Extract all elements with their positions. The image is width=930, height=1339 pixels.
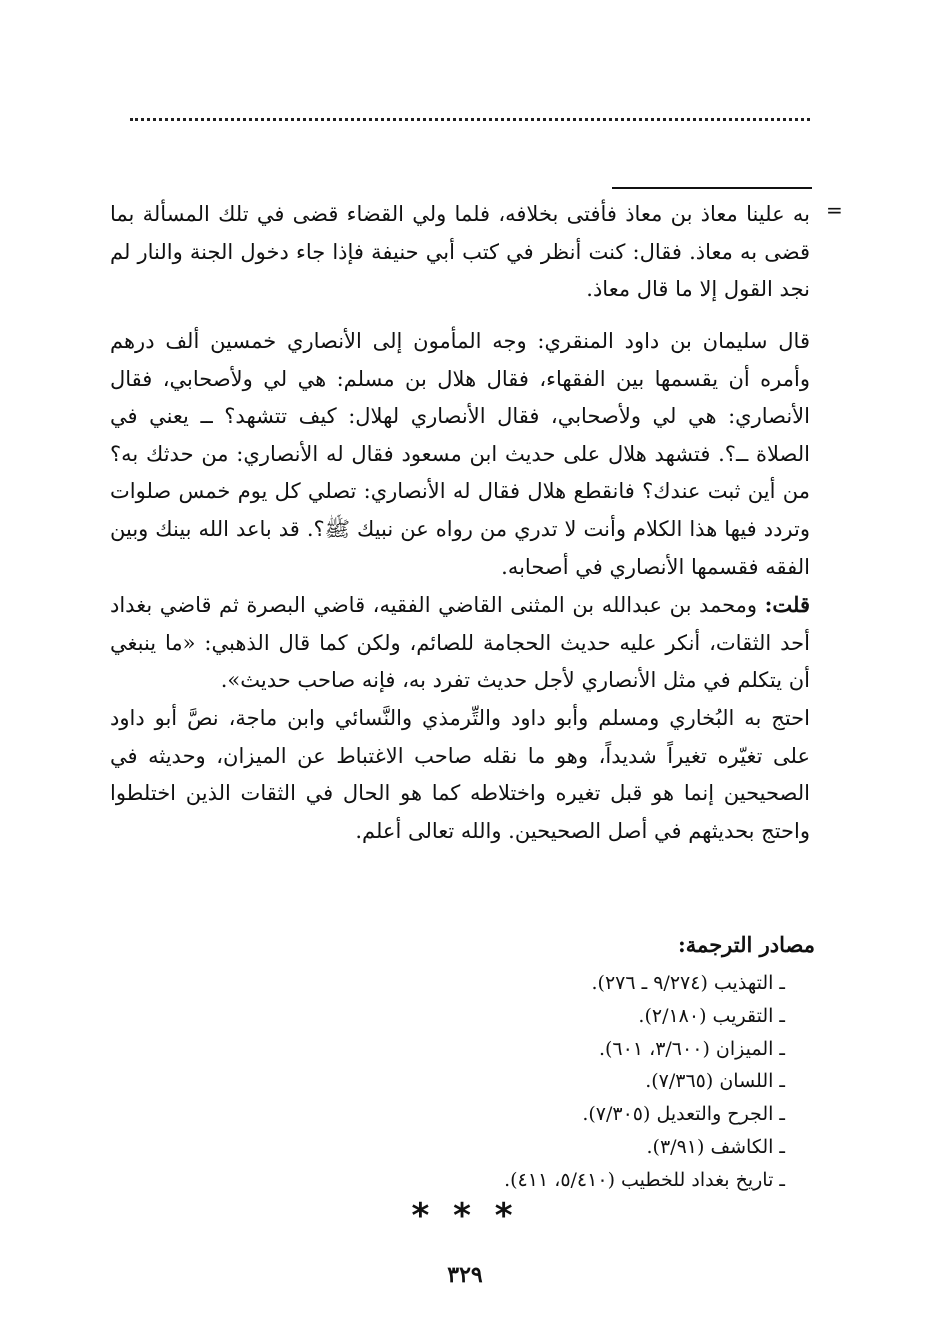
intro-paragraph <box>110 196 810 309</box>
source-item: ـ الجرح والتعديل (٧/٣٠٥). <box>582 1103 785 1126</box>
footnote-rule <box>612 187 812 189</box>
source-item: ـ الكاشف (٣/٩١). <box>646 1135 785 1158</box>
sources-list <box>215 967 815 1197</box>
note-label: قلت: <box>764 592 810 618</box>
source-item: ـ تاريخ بغداد للخطيب (٥/٤١٠، ٤١١). <box>504 1168 785 1191</box>
dotted-separator <box>130 118 810 121</box>
paragraph-citation-summary: احتج به البُخاري ومسلم وأبو داود والتِّرمذي والنَّسائي وابن ماجة، نصَّ أبو داود على تغيّره تغيراً شديداً، وهو ما نقله صاحب الاغتباط عن الميزان، وحديثه في الصحيحين إنما هو قبل تغيره واختلاطه كما هو الحال في الثقات الذين اختلطوا واحتج بحديثهم في أصل الصحيحين. والله تعالى أعلم. <box>110 705 810 843</box>
intro-text: به علينا معاذ بن معاذ فأفتى بخلافه، فلما ولي القضاء قضى في تلك المسألة بما قضى به معاذ. فقال: كنت أنظر في كتب أبي حنيفة فإذا جاء دخول الجنة والنار لم نجد القول إلا ما قال معاذ. <box>110 202 810 302</box>
source-item: ـ التهذيب (٩/٢٧٤ ـ ٢٧٦). <box>591 972 785 994</box>
paragraph-author-note <box>110 586 810 700</box>
continuation-mark: = <box>826 198 843 222</box>
page-number: ٣٢٩ <box>447 1262 483 1288</box>
sources-heading: مصادر الترجمة: <box>678 932 815 957</box>
note-text: ومحمد بن عبدالله بن المثنى القاضي الفقيه، قاضي البصرة ثم قاضي بغداد أحد الثقات، أنكر عليه حديث الحجامة للصائم، ولكن كما قال الذهبي: «ما ينبغي أن يتكلم في مثل الأنصاري لأجل حديث تفرد به، فإنه صاحب حديث». <box>110 593 810 693</box>
main-body <box>110 323 810 850</box>
source-item: ـ التقريب (٢/١٨٠). <box>638 1004 785 1027</box>
section-end-stars: * * * <box>411 1196 519 1236</box>
paragraph-sulayman-anecdote: قال سليمان بن داود المنقري: وجه المأمون إلى الأنصاري خمسين ألف درهم وأمره أن يقسمها بين الفقهاء، فقال هلال بن مسلم: هي لي ولأصحابي، فقال الأنصاري: هي لي ولأصحابي، فقال الأنصاري لهلال: كيف تتشهد؟ ــ يعني في الصلاة ــ؟. فتشهد هلال على حديث ابن مسعود فقال له الأنصاري: من حدثك به؟ من أين ثبت عندك؟ فانقطع هلال فقال له الأنصاري: تصلي كل يوم خمس صلوات وتردد فيها هذا الكلام وأنت لا تدري من رواه عن نبيك ﷺ؟. قد باعد الله بينك وبين الفقه فقسمها الأنصاري في أصحابه. <box>110 329 810 579</box>
sources-section <box>215 927 815 1197</box>
source-item: ـ الميزان (٣/٦٠٠، ٦٠١). <box>598 1037 785 1060</box>
source-item: ـ اللسان (٧/٣٦٥). <box>645 1070 785 1093</box>
